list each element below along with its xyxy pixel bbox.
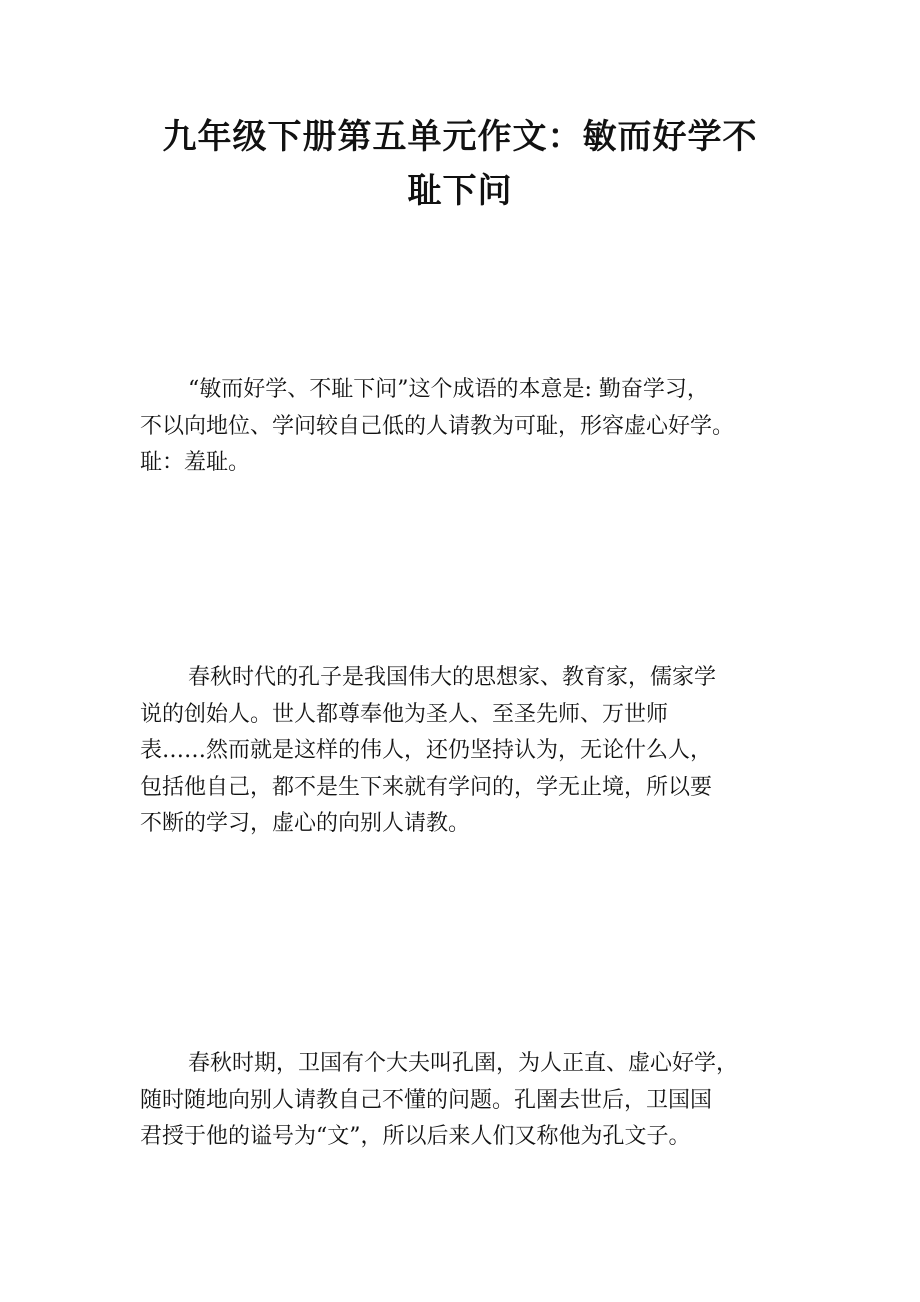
paragraph-line: 包括他自己，都不是生下来就有学问的，学无止境，所以要 <box>140 774 713 800</box>
paragraph-line: 耻：羞耻。 <box>140 450 251 475</box>
paragraph-kong-yu <box>140 1046 784 1156</box>
paragraph-line: 春秋时代的孔子是我国伟大的思想家、教育家，儒家学 <box>188 665 717 690</box>
paragraph-line: 不断的学习，虚心的向别人请教。 <box>140 811 471 836</box>
paragraph-line: 随时随地向别人请教自己不懂的问题。孔圉去世后，卫国国 <box>140 1087 713 1113</box>
paragraph-idiom-meaning <box>140 372 784 482</box>
document-title <box>120 110 800 218</box>
paragraph-line: 说的创始人。世人都尊奉他为圣人、至圣先师、万世师 <box>140 701 669 727</box>
paragraph-line: 君授于他的谥号为“文”，所以后来人们又称他为孔文子。 <box>140 1124 691 1149</box>
title-line-1: 九年级下册第五单元作文：敏而好学不 <box>162 117 758 157</box>
paragraph-line: 表……然而就是这样的伟人，还仍坚持认为，无论什么人， <box>140 738 713 763</box>
paragraph-line: 春秋时期，卫国有个大夫叫孔圉，为人正直、虚心好学， <box>188 1051 739 1076</box>
paragraph-line: “敏而好学、不耻下问”这个成语的本意是: 勤奋学习， <box>188 377 709 402</box>
title-line-2: 耻下问 <box>407 171 513 211</box>
paragraph-line: 不以向地位、学问较自己低的人请教为可耻，形容虚心好学。 <box>140 413 735 439</box>
paragraph-confucius <box>140 660 784 843</box>
